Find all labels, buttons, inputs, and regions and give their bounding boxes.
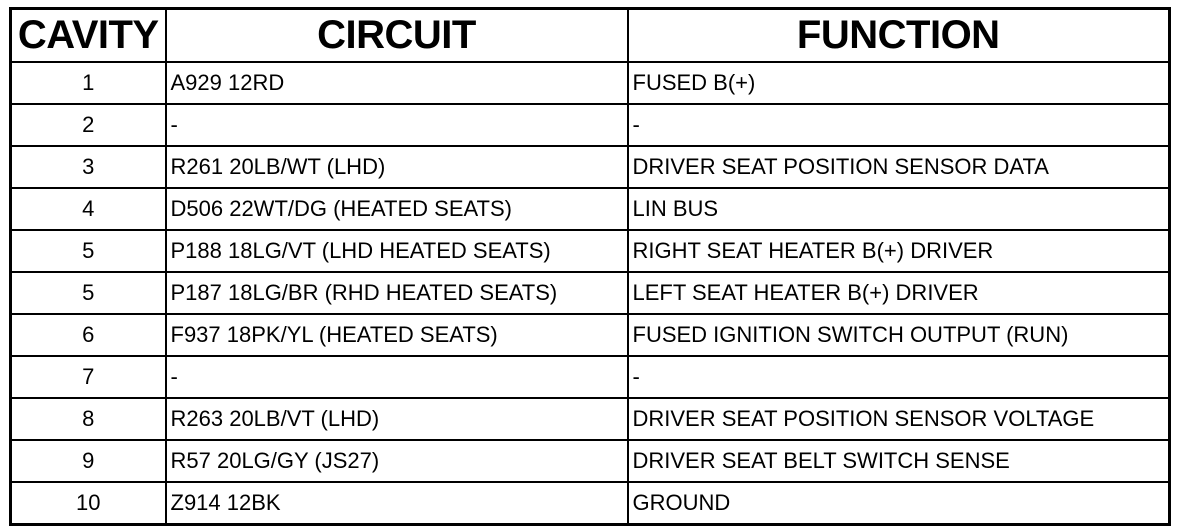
circuit-cell: R57 20LG/GY (JS27)	[166, 440, 628, 482]
function-cell: FUSED IGNITION SWITCH OUTPUT (RUN)	[628, 314, 1170, 356]
table-body	[11, 62, 1170, 525]
table-header	[11, 9, 1170, 63]
circuit-cell: P187 18LG/BR (RHD HEATED SEATS)	[166, 272, 628, 314]
circuit-cell: R261 20LB/WT (LHD)	[166, 146, 628, 188]
function-cell: DRIVER SEAT POSITION SENSOR DATA	[628, 146, 1170, 188]
cavity-cell: 5	[11, 272, 166, 314]
cavity-cell: 1	[11, 62, 166, 104]
table-row	[11, 272, 1170, 314]
function-cell: DRIVER SEAT POSITION SENSOR VOLTAGE	[628, 398, 1170, 440]
circuit-cell: P188 18LG/VT (LHD HEATED SEATS)	[166, 230, 628, 272]
table-row	[11, 62, 1170, 104]
cavity-cell: 7	[11, 356, 166, 398]
header-row	[11, 9, 1170, 63]
table-row	[11, 146, 1170, 188]
table-row	[11, 104, 1170, 146]
function-cell: -	[628, 104, 1170, 146]
table-row	[11, 230, 1170, 272]
connector-pinout-table-container	[9, 7, 1168, 526]
cavity-cell: 8	[11, 398, 166, 440]
cavity-cell: 10	[11, 482, 166, 525]
header-function: FUNCTION	[628, 9, 1170, 63]
function-cell: RIGHT SEAT HEATER B(+) DRIVER	[628, 230, 1170, 272]
table-row	[11, 398, 1170, 440]
function-cell: DRIVER SEAT BELT SWITCH SENSE	[628, 440, 1170, 482]
connector-pinout-table	[9, 7, 1171, 526]
circuit-cell: D506 22WT/DG (HEATED SEATS)	[166, 188, 628, 230]
cavity-cell: 6	[11, 314, 166, 356]
circuit-cell: A929 12RD	[166, 62, 628, 104]
table-row	[11, 356, 1170, 398]
table-row	[11, 188, 1170, 230]
circuit-cell: -	[166, 356, 628, 398]
function-cell: FUSED B(+)	[628, 62, 1170, 104]
function-cell: GROUND	[628, 482, 1170, 525]
function-cell: -	[628, 356, 1170, 398]
circuit-cell: R263 20LB/VT (LHD)	[166, 398, 628, 440]
cavity-cell: 4	[11, 188, 166, 230]
cavity-cell: 2	[11, 104, 166, 146]
cavity-cell: 5	[11, 230, 166, 272]
cavity-cell: 9	[11, 440, 166, 482]
header-circuit: CIRCUIT	[166, 9, 628, 63]
function-cell: LIN BUS	[628, 188, 1170, 230]
circuit-cell: -	[166, 104, 628, 146]
table-row	[11, 482, 1170, 525]
cavity-cell: 3	[11, 146, 166, 188]
circuit-cell: F937 18PK/YL (HEATED SEATS)	[166, 314, 628, 356]
circuit-cell: Z914 12BK	[166, 482, 628, 525]
function-cell: LEFT SEAT HEATER B(+) DRIVER	[628, 272, 1170, 314]
table-row	[11, 440, 1170, 482]
header-cavity: CAVITY	[11, 9, 166, 63]
table-row	[11, 314, 1170, 356]
